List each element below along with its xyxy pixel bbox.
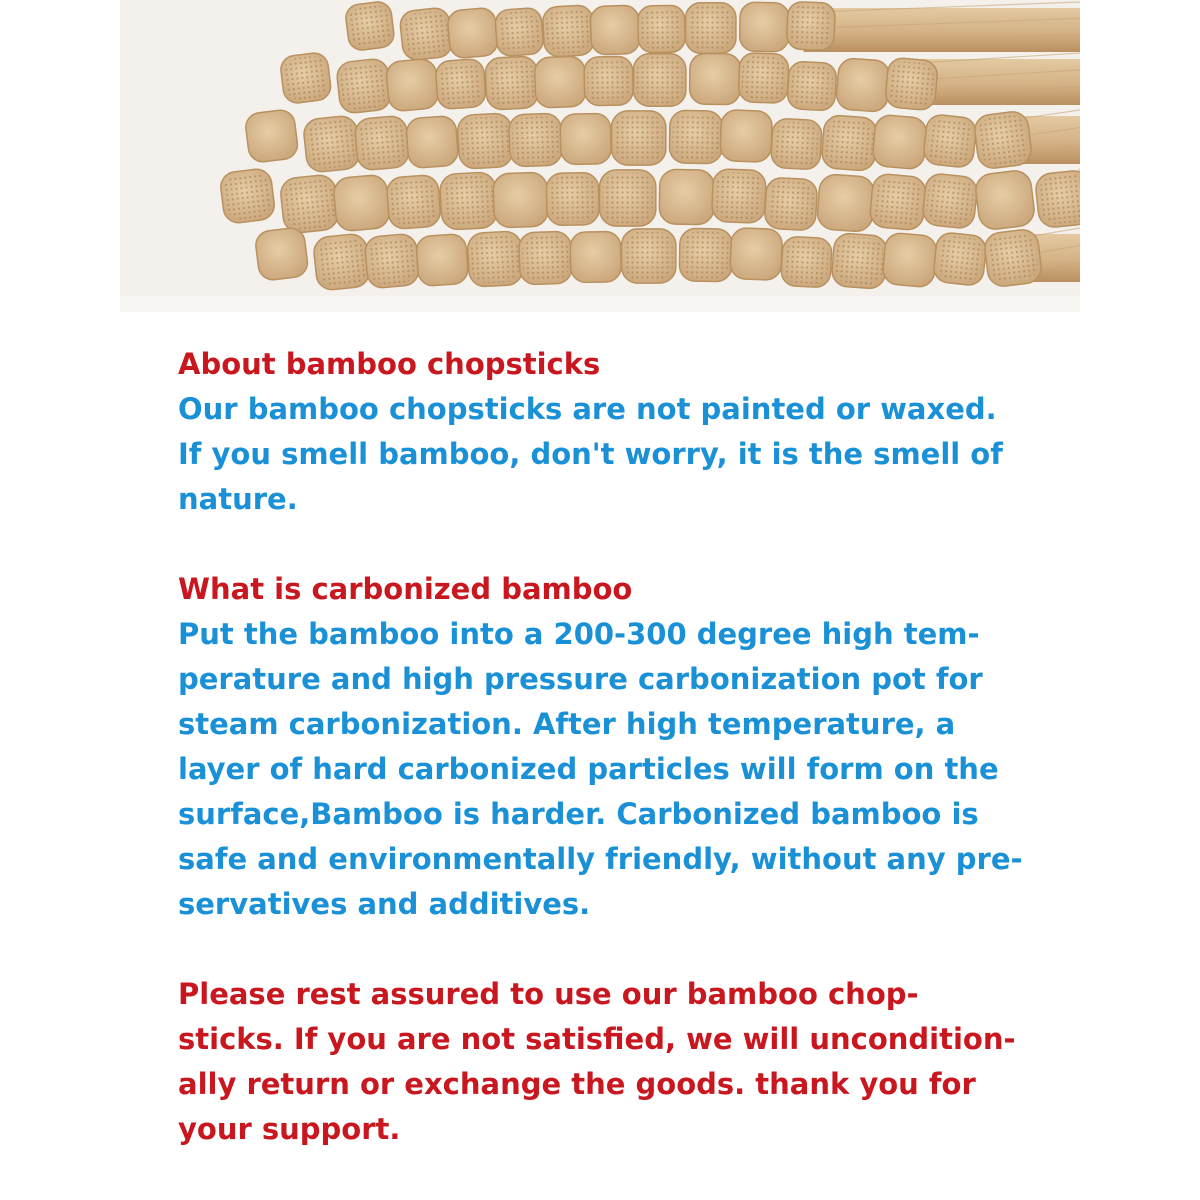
chopstick-end	[485, 56, 539, 110]
photo-edge-fade	[120, 296, 1080, 312]
chopstick-end	[1034, 169, 1080, 228]
chopstick-end	[416, 233, 469, 286]
chopstick-end	[570, 231, 621, 282]
chopstick-end	[885, 57, 939, 111]
section-line: Put the bamboo into a 200-300 degree high tem-	[178, 617, 980, 651]
chopstick-end	[622, 229, 676, 283]
chopstick-end	[787, 61, 837, 111]
chopstick-end	[974, 169, 1036, 231]
section-heading: What is carbonized bamboo	[178, 572, 633, 606]
chopstick-end	[933, 232, 988, 287]
section-heading: About bamboo chopsticks	[178, 347, 601, 381]
section-carbonized-bamboo	[178, 567, 1058, 927]
chopstick-end	[882, 232, 938, 288]
bamboo-chopsticks-illustration	[120, 0, 1080, 312]
chopstick-end	[821, 115, 878, 172]
section-about-bamboo	[178, 342, 1058, 522]
section-line: perature and high pressure carbonization pot for	[178, 662, 983, 696]
section-line: nature.	[178, 482, 298, 516]
guarantee-line: your support.	[178, 1112, 401, 1146]
section-line: surface,Bamboo is harder. Carbonized bamboo is	[178, 797, 979, 831]
section-line: layer of hard carbonized particles will form on the	[178, 752, 999, 786]
chopstick-end	[354, 115, 410, 171]
chopstick-end	[781, 236, 833, 288]
chopstick-end	[386, 174, 441, 229]
chopstick-end	[244, 109, 299, 164]
chopstick-end	[364, 233, 420, 289]
chopstick-end	[600, 170, 656, 226]
chopstick-end	[542, 5, 594, 57]
chopstick-end	[679, 228, 733, 282]
chopstick-end	[872, 114, 928, 170]
chopstick-body	[804, 8, 1080, 52]
chopstick-end	[730, 228, 783, 281]
chopstick-end	[435, 58, 486, 109]
chopstick-end	[344, 1, 395, 52]
guarantee-line: ally return or exchange the goods. thank you for	[178, 1067, 976, 1101]
chopstick-end	[689, 53, 741, 105]
chopstick-end	[447, 7, 499, 59]
chopstick-end	[399, 7, 453, 61]
chopstick-end	[534, 56, 586, 108]
chopstick-end	[786, 2, 835, 51]
chopstick-end	[686, 3, 736, 53]
chopstick-end	[457, 113, 513, 169]
chopstick-end	[219, 168, 276, 225]
chopstick-end	[302, 115, 360, 173]
section-line: servatives and additives.	[178, 887, 591, 921]
chopstick-end	[720, 110, 773, 163]
chopstick-end	[584, 56, 633, 105]
chopstick-end	[738, 53, 789, 104]
guarantee-line: sticks. If you are not satisfied, we will uncondition-	[178, 1022, 1016, 1056]
chopstick-end	[467, 231, 523, 287]
section-guarantee	[178, 972, 1058, 1152]
bamboo-chopsticks-photo	[120, 0, 1080, 312]
chopstick-end	[712, 169, 767, 224]
chopstick-end	[279, 174, 340, 235]
chopstick-end	[973, 110, 1033, 170]
chopstick-end	[634, 54, 686, 106]
section-line: If you smell bamboo, don't worry, it is the smell of	[178, 437, 1003, 471]
chopstick-end	[509, 113, 563, 167]
chopstick-end	[336, 58, 392, 114]
chopstick-end	[519, 231, 573, 285]
chopstick-end	[771, 118, 823, 170]
section-line: safe and environmentally friendly, without any pre-	[178, 842, 1023, 876]
chopstick-end	[638, 5, 686, 53]
chopstick-end	[279, 52, 332, 105]
section-line: Our bamboo chopsticks are not painted or waxed.	[178, 392, 997, 426]
chopstick-end	[546, 172, 599, 225]
chopstick-end	[612, 111, 666, 165]
chopstick-end	[590, 5, 640, 55]
chopstick-end	[831, 233, 888, 290]
section-line: steam carbonization. After high temperature, a	[178, 707, 956, 741]
chopstick-end	[739, 2, 789, 52]
chopstick-end	[983, 228, 1043, 288]
guarantee-line: Please rest assured to use our bamboo chop-	[178, 977, 919, 1011]
chopstick-end	[439, 172, 498, 231]
chopstick-end	[385, 58, 439, 112]
chopstick-end	[560, 113, 611, 164]
chopstick-end	[816, 174, 875, 233]
chopstick-end	[764, 177, 818, 231]
chopstick-end	[923, 114, 978, 169]
chopstick-end	[836, 58, 891, 113]
chopstick-end	[869, 173, 927, 231]
chopstick-end	[333, 174, 391, 232]
chopstick-end	[669, 110, 723, 164]
chopstick-end	[312, 233, 370, 291]
chopstick-end	[254, 227, 309, 282]
chopstick-end	[659, 169, 714, 224]
chopstick-end	[406, 115, 459, 168]
chopstick-end	[922, 173, 979, 230]
chopstick-end	[493, 172, 549, 228]
chopstick-end	[495, 7, 544, 56]
